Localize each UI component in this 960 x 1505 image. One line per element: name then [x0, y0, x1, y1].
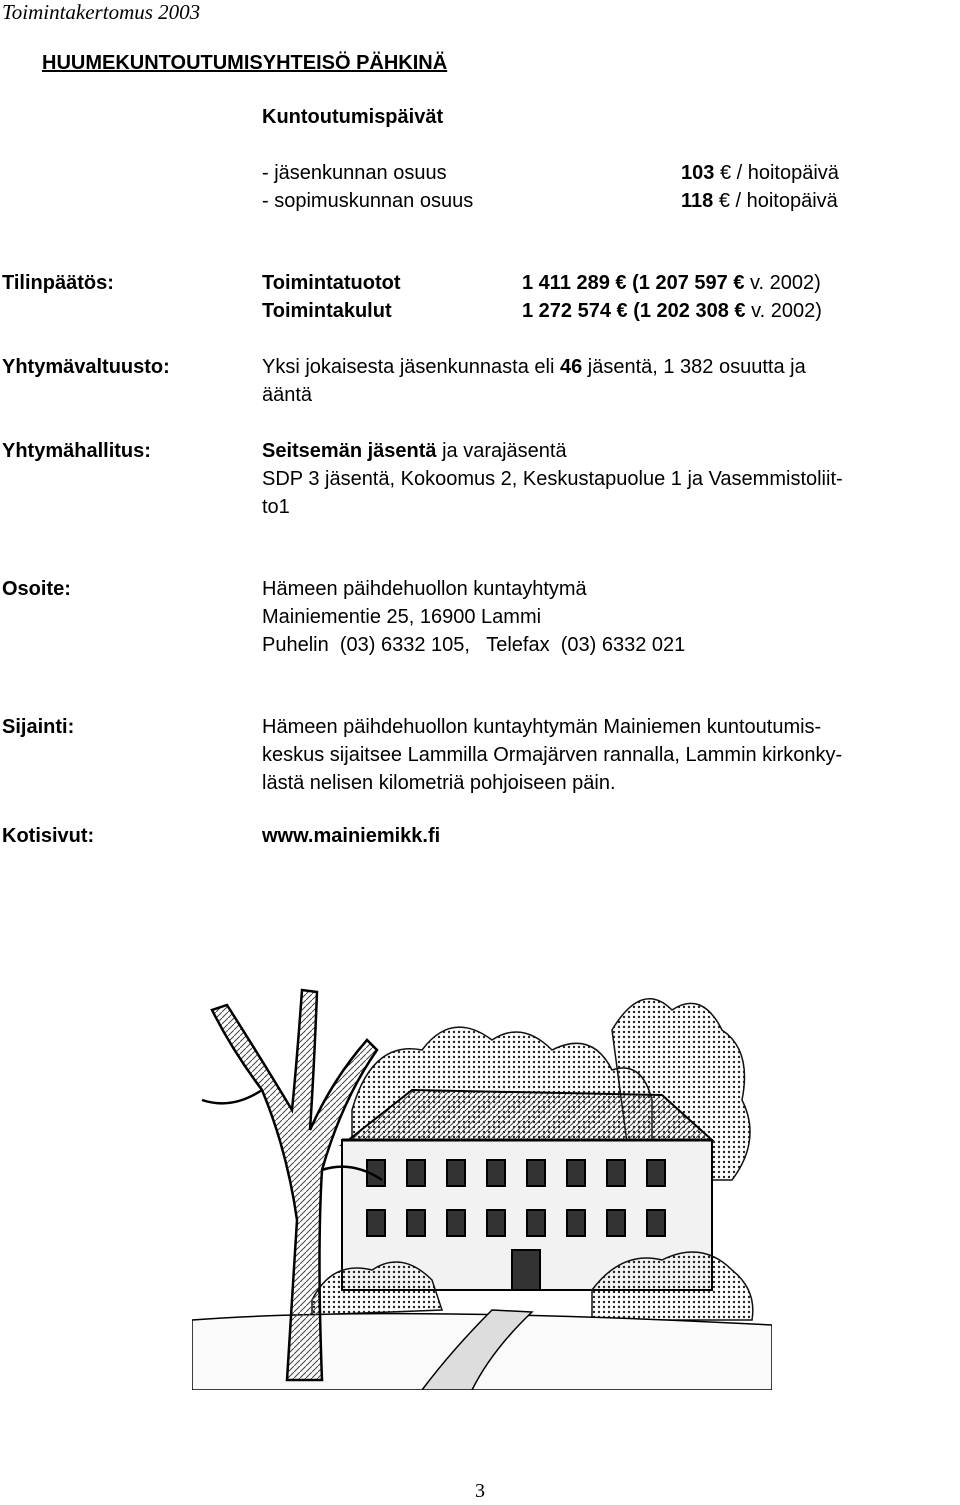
address-label: Osoite:	[2, 578, 71, 600]
rehab-row-label: - jäsenkunnan osuus	[262, 162, 447, 184]
board-text-line: SDP 3 jäsentä, Kokoomus 2, Keskustapuolue 1 ja Vasemmistoliit-	[262, 468, 843, 490]
council-text-line: ääntä	[262, 384, 313, 406]
financial-label: Tilinpäätös:	[2, 272, 114, 294]
rehab-row-label: - sopimuskunnan osuus	[262, 190, 474, 212]
address-line: Hämeen päihdehuollon kuntayhtymä	[262, 578, 587, 600]
board-text-line: to1	[262, 496, 290, 518]
financial-amount: 1 272 574 € (1 202 308 € v. 2002)	[522, 300, 822, 322]
location-line: Hämeen päihdehuollon kuntayhtymän Mainiemen kuntoutumis-	[262, 716, 822, 738]
location-line: lästä nelisen kilometriä pohjoiseen päin.	[262, 772, 616, 794]
location-label: Sijainti:	[2, 716, 75, 738]
rehab-days-heading: Kuntoutumispäivät	[262, 106, 444, 128]
rehab-row-price: 118 € / hoitopäivä	[681, 190, 838, 212]
financial-amount: 1 411 289 € (1 207 597 € v. 2002)	[522, 272, 821, 294]
running-header: Toimintakertomus 2003	[2, 0, 201, 24]
homepage-link[interactable]: www.mainiemikk.fi	[262, 825, 441, 847]
address-line: Mainiementie 25, 16900 Lammi	[262, 606, 542, 628]
homepage-label: Kotisivut:	[2, 825, 95, 847]
board-text-line: Seitsemän jäsentä ja varajäsentä	[262, 440, 567, 462]
financial-item: Toimintatuotot	[262, 272, 401, 294]
rehab-row-price: 103 € / hoitopäivä	[681, 162, 839, 184]
board-label: Yhtymähallitus:	[2, 440, 151, 462]
council-label: Yhtymävaltuusto:	[2, 356, 170, 378]
page-title: HUUMEKUNTOUTUMISYHTEISÖ PÄHKINÄ	[42, 52, 448, 74]
building-illustration	[192, 970, 772, 1390]
page-number: 3	[475, 1480, 485, 1502]
location-line: keskus sijaitsee Lammilla Ormajärven rannalla, Lammin kirkonky-	[262, 744, 843, 766]
council-text-line: Yksi jokaisesta jäsenkunnasta eli 46 jäsentä, 1 382 osuutta ja	[262, 356, 806, 378]
address-line: Puhelin (03) 6332 105, Telefax (03) 6332 021	[262, 634, 686, 656]
financial-item: Toimintakulut	[262, 300, 392, 322]
